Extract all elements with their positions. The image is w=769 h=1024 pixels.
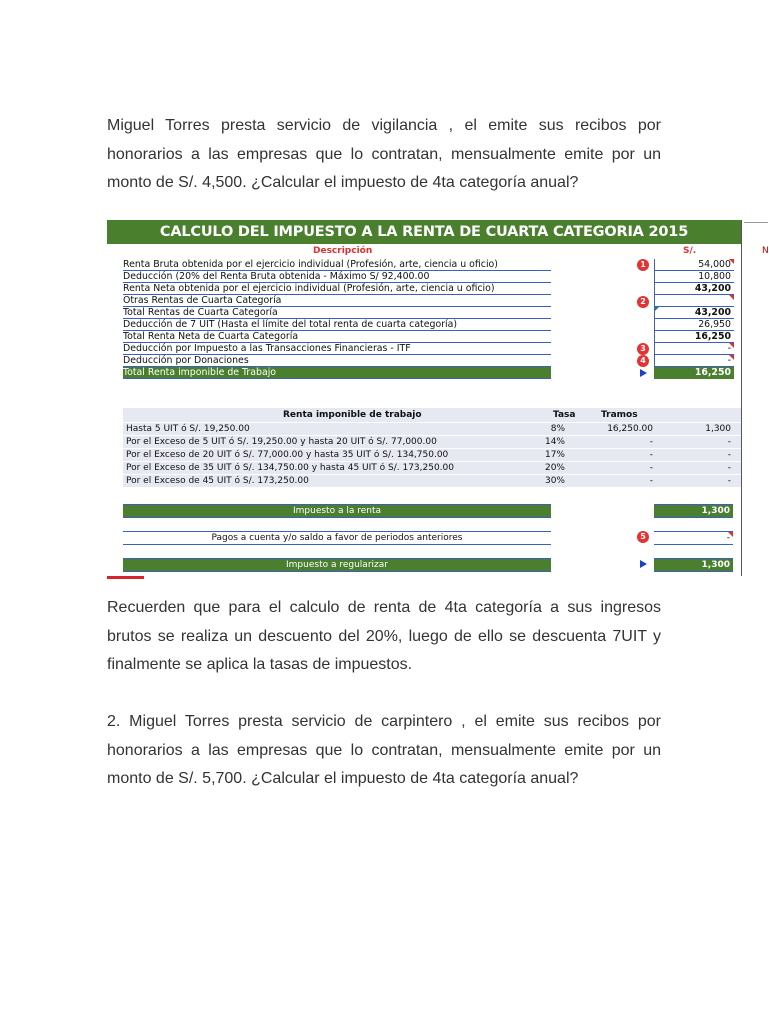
payments-value: - bbox=[654, 531, 733, 545]
step-badge-2: 2 bbox=[637, 296, 649, 308]
row-value: 26,950 bbox=[654, 319, 734, 331]
row-total-rentas bbox=[107, 307, 741, 319]
row-value: 43,200 bbox=[654, 307, 734, 319]
accent-rule bbox=[107, 576, 144, 579]
settle-label-band: Impuesto a regularizar bbox=[123, 558, 551, 572]
brackets-header-label: Renta imponible de trabajo bbox=[283, 410, 422, 420]
bracket-tax: - bbox=[727, 450, 731, 460]
sheet-edge-divider bbox=[741, 220, 742, 576]
brackets-header bbox=[123, 408, 741, 422]
row-donaciones bbox=[107, 355, 741, 367]
bracket-rate: 30% bbox=[544, 476, 565, 486]
row-label: Total Rentas de Cuarta Categoría bbox=[123, 307, 551, 319]
row-label: Otras Rentas de Cuarta Categoría bbox=[123, 295, 551, 307]
note-paragraph: Recuerden que para el calculo de renta de 4ta categoría a sus ingresos brutos se realiza un descuento del 20%, luego de ello se descuenta 7UIT y finalmente se aplica la tasas de impuestos. bbox=[107, 599, 661, 673]
bracket-tramo: - bbox=[649, 476, 653, 486]
row-label: Renta Neta obtenida por el ejercicio individual (Profesión, arte, ciencia u oficio) bbox=[123, 283, 551, 295]
bracket-row bbox=[123, 449, 741, 462]
row-value: - bbox=[654, 343, 734, 355]
tax-spreadsheet-image bbox=[107, 220, 743, 578]
bracket-label: Por el Exceso de 20 UIT ó S/. 77,000.00 y hasta 35 UIT ó S/. 134,750.00 bbox=[126, 450, 449, 460]
row-label: Deducción por Donaciones bbox=[123, 355, 551, 367]
comment-marker-icon bbox=[729, 355, 734, 360]
comment-marker-icon bbox=[729, 259, 734, 264]
bracket-tramo: 16,250.00 bbox=[607, 424, 653, 434]
step-badge-1: 1 bbox=[637, 259, 649, 271]
intro-paragraph: Miguel Torres presta servicio de vigilancia , el emite sus recibos por honorarios a las empresas que lo contratan, mensualmente emite por un monto de S/. 4,500. ¿Calcular el impuesto de 4ta categoría anual? bbox=[107, 117, 661, 191]
row-value: 16,250 bbox=[654, 331, 734, 343]
row-label: Deducción (20% del Renta Bruta obtenida - Máximo S/ 92,400.00 bbox=[123, 271, 551, 283]
bracket-label: Por el Exceso de 35 UIT ó S/. 134,750.00 y hasta 45 UIT ó S/. 173,250.00 bbox=[126, 463, 454, 473]
bracket-rate: 14% bbox=[544, 437, 565, 447]
bracket-tax: 1,300 bbox=[705, 424, 731, 434]
tax-value-band: 1,300 bbox=[654, 504, 733, 518]
comment-marker-icon bbox=[729, 295, 734, 300]
arrow-right-icon bbox=[640, 369, 647, 377]
row-label: Total Renta Neta de Cuarta Categoría bbox=[123, 331, 551, 343]
sheet-edge-mark bbox=[744, 222, 768, 223]
step-badge-4: 4 bbox=[637, 355, 649, 367]
row-label: Renta Bruta obtenida por el ejercicio individual (Profesión, arte, ciencia u oficio) bbox=[123, 259, 551, 271]
bracket-tramo: - bbox=[649, 450, 653, 460]
bracket-label: Hasta 5 UIT ó S/. 19,250.00 bbox=[126, 424, 250, 434]
brackets-header-tramos: Tramos bbox=[601, 410, 638, 420]
bracket-row bbox=[123, 462, 741, 475]
row-label: Deducción de 7 UIT (Hasta el límite del total renta de cuarta categoría) bbox=[123, 319, 551, 331]
row-value: 54,000 bbox=[654, 259, 734, 271]
bracket-label: Por el Exceso de 45 UIT ó S/. 173,250.00 bbox=[126, 476, 309, 486]
sheet-title: CALCULO DEL IMPUESTO A LA RENTA DE CUARTA CATEGORIA 2015 bbox=[107, 220, 741, 244]
row-value: 16,250 bbox=[654, 367, 734, 379]
step-badge-3: 3 bbox=[637, 343, 649, 355]
formula-marker-icon bbox=[655, 307, 659, 311]
bracket-tramo: - bbox=[649, 463, 653, 473]
row-renta-neta bbox=[107, 283, 741, 295]
sheet-edge-letter: N bbox=[762, 246, 769, 256]
row-deduccion-7uit bbox=[107, 319, 741, 331]
bracket-label: Por el Exceso de 5 UIT ó S/. 19,250.00 y hasta 20 UIT ó S/. 77,000.00 bbox=[126, 437, 437, 447]
arrow-right-icon bbox=[640, 560, 647, 568]
bracket-rate: 17% bbox=[544, 450, 565, 460]
bracket-rate: 8% bbox=[550, 424, 565, 434]
header-amount: S/. bbox=[683, 246, 697, 256]
bracket-tax: - bbox=[727, 476, 731, 486]
row-label: Deducción por Impuesto a las Transacciones Financieras - ITF bbox=[123, 343, 551, 355]
row-value: 43,200 bbox=[654, 283, 734, 295]
bracket-tax: - bbox=[727, 437, 731, 447]
row-label: Total Renta imponible de Trabajo bbox=[123, 367, 551, 379]
settle-value-band: 1,300 bbox=[654, 558, 733, 572]
row-value bbox=[654, 295, 734, 307]
row-value: - bbox=[654, 355, 734, 367]
step-badge-5: 5 bbox=[637, 531, 649, 543]
bracket-row bbox=[123, 423, 741, 436]
bracket-tax: - bbox=[727, 463, 731, 473]
bracket-rate: 20% bbox=[544, 463, 565, 473]
comment-marker-icon bbox=[729, 343, 734, 348]
row-renta-bruta bbox=[107, 259, 741, 271]
tax-label-band: Impuesto a la renta bbox=[123, 504, 551, 518]
payments-label: Pagos a cuenta y/o saldo a favor de periodos anteriores bbox=[123, 531, 551, 545]
comment-marker-icon bbox=[728, 532, 733, 537]
row-value: 10,800 bbox=[654, 271, 734, 283]
row-itf bbox=[107, 343, 741, 355]
header-description: Descripción bbox=[313, 246, 373, 256]
row-otras-rentas bbox=[107, 295, 741, 307]
row-total-renta-neta bbox=[107, 331, 741, 343]
bracket-tramo: - bbox=[649, 437, 653, 447]
bracket-row bbox=[123, 436, 741, 449]
brackets-header-rate: Tasa bbox=[553, 410, 576, 420]
exercise-2-paragraph: 2. Miguel Torres presta servicio de carpintero , el emite sus recibos por honorarios a las empresas que lo contratan, mensualmente emite por un monto de S/. 5,700. ¿Calcular el impuesto de 4ta categoría anual? bbox=[107, 713, 661, 787]
row-total-imponible bbox=[107, 367, 741, 379]
row-deduccion-20 bbox=[107, 271, 741, 283]
bracket-row bbox=[123, 475, 741, 488]
